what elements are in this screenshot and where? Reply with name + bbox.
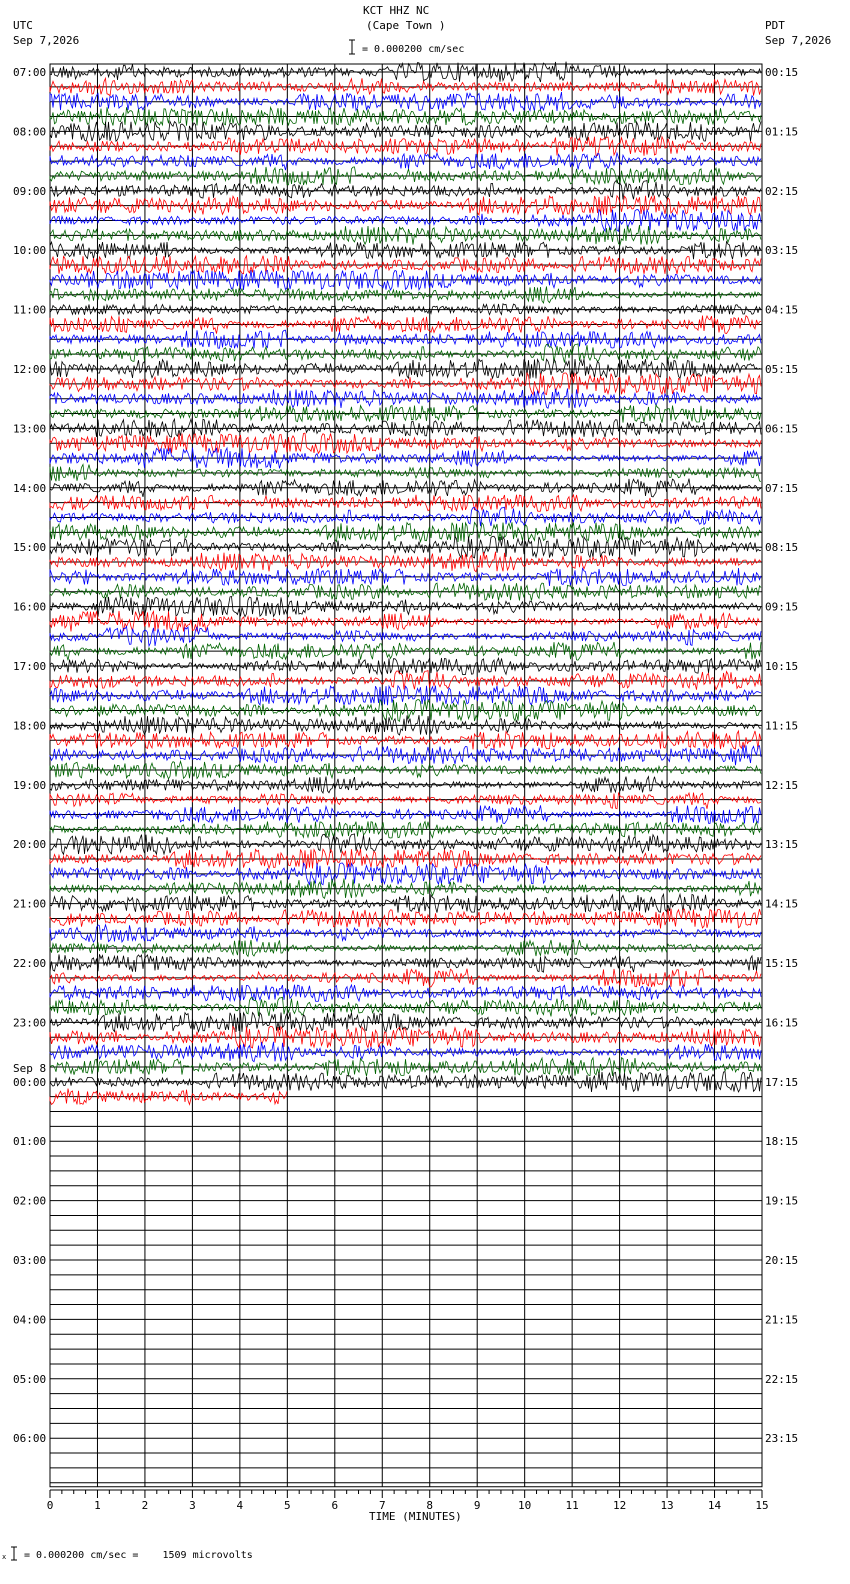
right-hour-label: 19:15: [765, 1194, 799, 1208]
left-hour-label: 08:00: [13, 125, 47, 139]
right-hour-label: 05:15: [765, 363, 799, 376]
x-tick-label: 0: [46, 1499, 54, 1512]
x-axis-label: TIME (MINUTES): [369, 1510, 462, 1523]
left-hour-label: 00:00: [13, 1075, 47, 1089]
left-hour-label: 18:00: [13, 719, 47, 733]
right-hour-label: 03:15: [765, 244, 799, 258]
seismic-trace: [50, 793, 761, 809]
station-location: (Cape Town ): [366, 19, 446, 32]
x-tick-label: 8: [426, 1499, 434, 1512]
left-hour-label: 22:00: [13, 957, 47, 970]
left-hour-label: 14:00: [13, 481, 47, 495]
left-hour-label: 02:00: [13, 1194, 47, 1208]
right-date: Sep 7,2026: [765, 34, 832, 47]
right-hour-label: 10:15: [765, 660, 799, 673]
left-hour-label: 03:00: [13, 1254, 47, 1267]
x-tick-label: 12: [612, 1499, 627, 1512]
left-hour-label: 17:00: [13, 660, 47, 673]
right-hour-label: 22:15: [765, 1372, 799, 1386]
right-hour-label: 23:15: [765, 1432, 799, 1446]
x-tick-label: 2: [141, 1499, 149, 1512]
left-date: Sep 7,2026: [13, 34, 80, 47]
right-hour-label: 20:15: [765, 1254, 799, 1267]
left-hour-label: 15:00: [13, 541, 47, 555]
x-tick-label: 14: [707, 1499, 722, 1512]
right-hour-label: 14:15: [765, 897, 799, 911]
left-hour-label: 01:00: [13, 1135, 47, 1149]
left-hour-label: 09:00: [13, 184, 47, 198]
x-tick-label: 10: [518, 1499, 532, 1512]
right-hour-label: 11:15: [765, 719, 799, 733]
station-title: KCT HHZ NC: [363, 4, 430, 17]
right-hour-label: 01:15: [765, 125, 799, 139]
left-hour-label: 11:00: [13, 303, 47, 317]
right-hour-label: 16:15: [765, 1016, 799, 1030]
date-change-label: Sep 8: [13, 1061, 47, 1075]
left-hour-label: 16:00: [13, 600, 47, 614]
x-tick-label: 15: [755, 1499, 769, 1512]
seismic-trace: [50, 388, 761, 408]
right-hour-label: 08:15: [765, 541, 799, 555]
left-hour-label: 19:00: [13, 778, 47, 792]
left-hour-label: 23:00: [13, 1016, 47, 1030]
footer-scale-label: = 0.000200 cm/sec = 1509 microvolts: [24, 1550, 253, 1561]
left-hour-label: 21:00: [13, 897, 47, 911]
left-hour-label: 04:00: [13, 1313, 47, 1327]
scale-bar-label: = 0.000200 cm/sec: [362, 44, 465, 55]
x-tick-label: 5: [284, 1499, 291, 1512]
right-hour-label: 00:15: [765, 66, 799, 79]
left-hour-label: 10:00: [13, 244, 47, 258]
x-tick-label: 13: [660, 1499, 674, 1512]
x-tick-label: 6: [331, 1499, 339, 1512]
svg-text:x: x: [2, 1553, 7, 1561]
x-tick-label: 3: [189, 1499, 196, 1512]
right-hour-label: 18:15: [765, 1135, 799, 1149]
scale-bar-icon: [2, 40, 355, 1561]
right-hour-label: 06:15: [765, 422, 799, 436]
right-hour-label: 13:15: [765, 838, 799, 852]
left-timezone: UTC: [13, 19, 33, 32]
right-hour-label: 09:15: [765, 600, 799, 614]
left-hour-label: 20:00: [13, 838, 47, 852]
x-tick-label: 11: [565, 1499, 579, 1512]
x-axis: [47, 1490, 769, 1512]
right-hour-label: 07:15: [765, 481, 799, 495]
left-hour-label: 12:00: [13, 363, 47, 376]
x-tick-label: 9: [473, 1499, 481, 1512]
seismic-trace: [50, 507, 761, 526]
left-hour-label: 13:00: [13, 422, 47, 436]
right-hour-label: 04:15: [765, 303, 799, 317]
right-hour-label: 17:15: [765, 1075, 799, 1089]
x-tick-label: 4: [236, 1499, 244, 1512]
left-hour-label: 05:00: [13, 1372, 47, 1386]
right-hour-label: 21:15: [765, 1313, 799, 1327]
right-hour-label: 12:15: [765, 778, 799, 792]
x-tick-label: 1: [94, 1499, 101, 1512]
right-hour-label: 15:15: [765, 957, 799, 970]
left-hour-label: 07:00: [13, 66, 47, 79]
x-tick-label: 7: [378, 1499, 386, 1512]
right-timezone: PDT: [765, 19, 785, 32]
right-hour-label: 02:15: [765, 184, 799, 198]
left-hour-label: 06:00: [13, 1432, 47, 1446]
